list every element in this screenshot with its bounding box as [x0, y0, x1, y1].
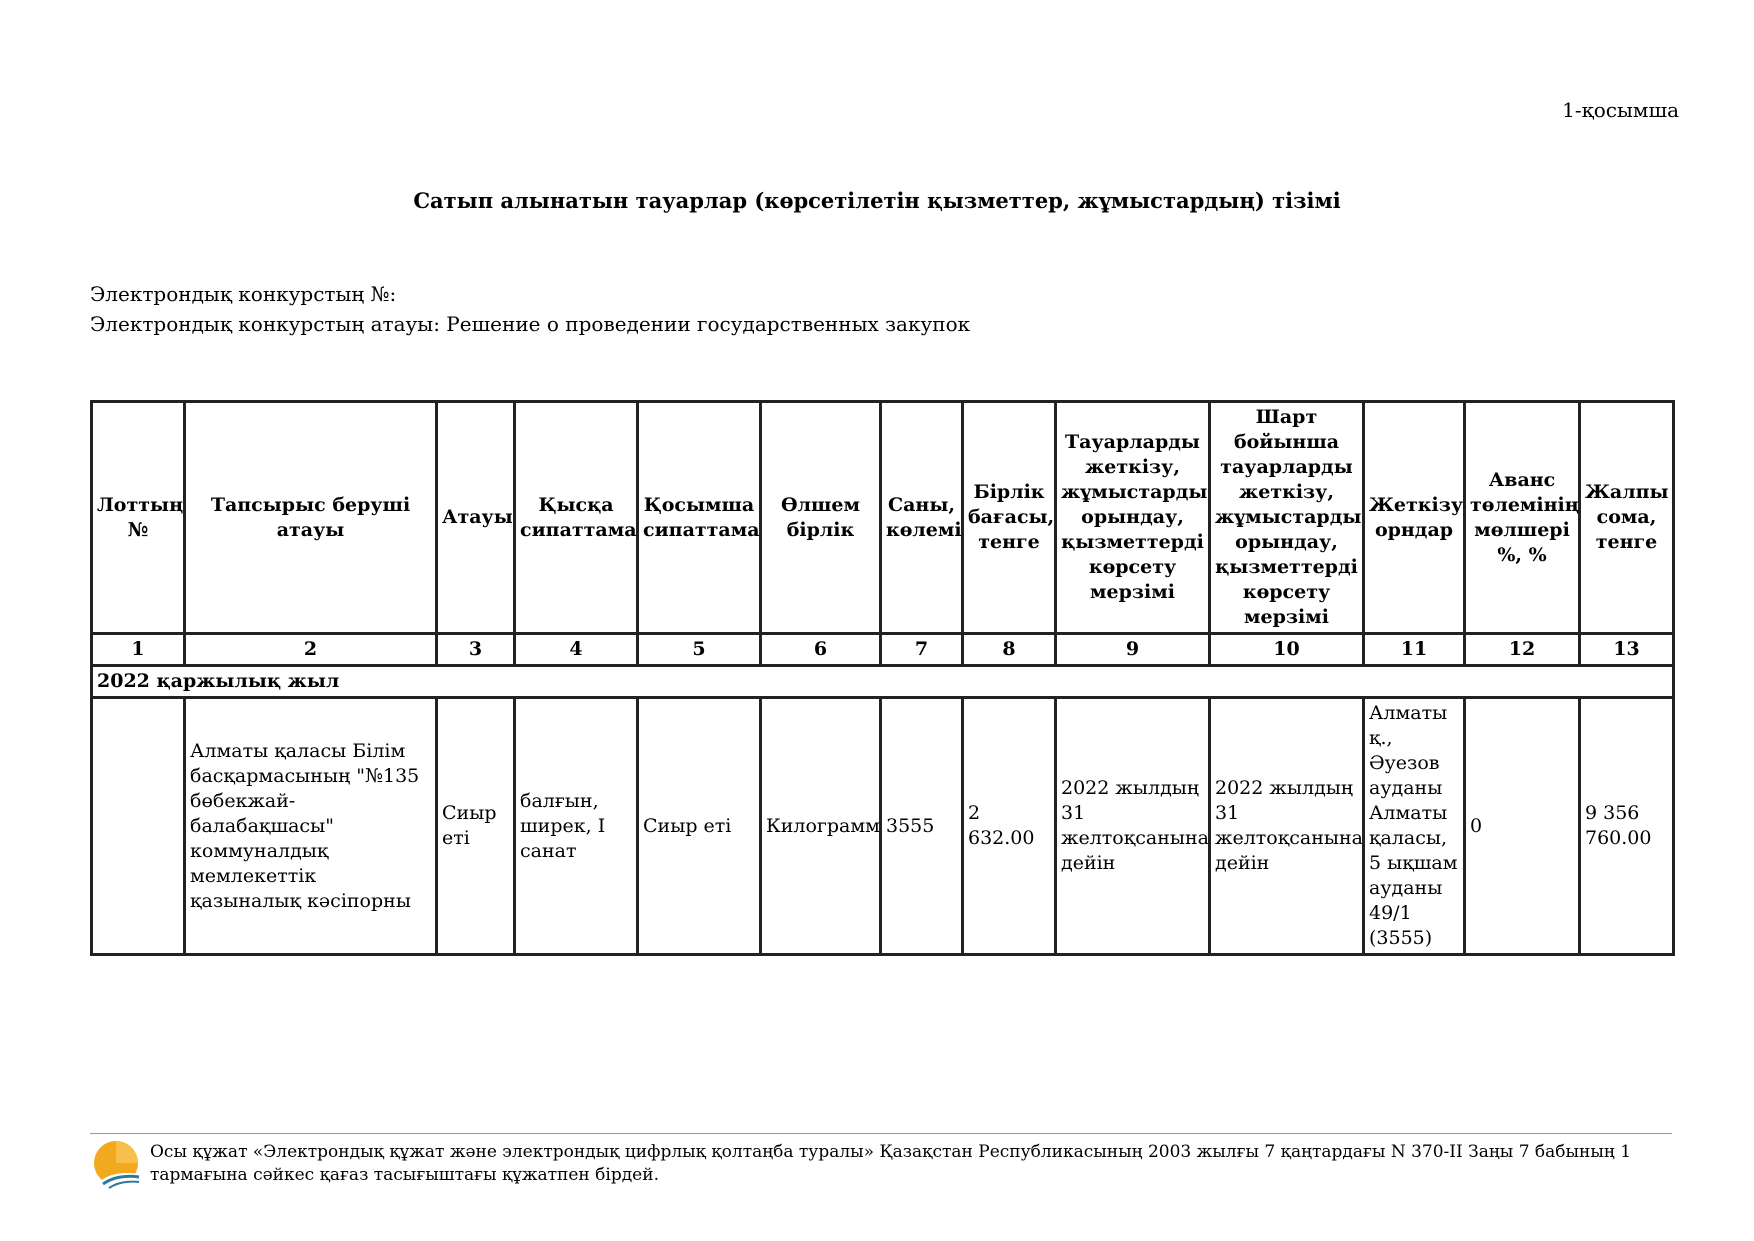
column-number-cell: 4: [515, 634, 638, 666]
header-cell: Қосымша сипаттама: [638, 402, 761, 634]
header-cell: Қысқа сипаттама: [515, 402, 638, 634]
unit-price-cell: 2 632.00: [963, 698, 1056, 955]
contest-name: Электрондық конкурстың атауы: Решение о проведении государственных закупок: [90, 312, 971, 336]
column-number-cell: 10: [1210, 634, 1364, 666]
column-number-cell: 8: [963, 634, 1056, 666]
annex-label: 1-қосымша: [1562, 98, 1679, 122]
header-cell: Жеткізу орндар: [1364, 402, 1465, 634]
lot-number-cell: [92, 698, 185, 955]
advance-cell: 0: [1465, 698, 1580, 955]
contract-term-cell: 2022 жылдың 31 желтоқсанына дейін: [1210, 698, 1364, 955]
column-number-cell: 2: [185, 634, 437, 666]
header-cell: Бірлік бағасы, тенге: [963, 402, 1056, 634]
header-cell: Атауы: [437, 402, 515, 634]
fiscal-year-row: [92, 666, 1674, 698]
header-cell: Жалпы сома, тенге: [1580, 402, 1674, 634]
fiscal-year-label: 2022 қаржылық жыл: [92, 666, 1674, 698]
quantity-cell: 3555: [881, 698, 963, 955]
column-number-cell: 12: [1465, 634, 1580, 666]
document-title: Сатып алынатын тауарлар (көрсетілетін қызметтер, жұмыстардың) тізімі: [413, 188, 1341, 213]
header-cell: Өлшем бірлік: [761, 402, 881, 634]
column-number-cell: 3: [437, 634, 515, 666]
customer-cell: Алматы қаласы Білім басқармасының "№135 бөбекжай-балабақшасы" коммуналдық мемлекеттік қазыналық кәсіпорны: [185, 698, 437, 955]
column-number-cell: 7: [881, 634, 963, 666]
column-number-cell: 6: [761, 634, 881, 666]
contest-number: Электрондық конкурстың №:: [90, 282, 397, 306]
item-name-cell: Сиыр еті: [437, 698, 515, 955]
delivery-place-cell: Алматы қ., Әуезов ауданы Алматы қаласы, 5 ықшам ауданы 49/1 (3555): [1364, 698, 1465, 955]
short-description-cell: балғын, ширек, I санат: [515, 698, 638, 955]
header-cell: Лоттың №: [92, 402, 185, 634]
column-number-cell: 5: [638, 634, 761, 666]
header-cell: Аванс төлемінің мөлшері %, %: [1465, 402, 1580, 634]
column-number-cell: 11: [1364, 634, 1465, 666]
column-number-row: [92, 634, 1674, 666]
column-number-cell: 13: [1580, 634, 1674, 666]
lots-table: [90, 400, 1675, 956]
header-cell: Тауарларды жеткізу, жұмыстарды орындау, қызметтерді көрсету мерзімі: [1056, 402, 1210, 634]
egov-sun-logo-icon: [93, 1140, 143, 1190]
column-number-cell: 1: [92, 634, 185, 666]
header-cell: Саны, көлемі: [881, 402, 963, 634]
unit-cell: Килограмм: [761, 698, 881, 955]
header-cell: Шарт бойынша тауарларды жеткізу, жұмыстарды орындау, қызметтерді көрсету мерзімі: [1210, 402, 1364, 634]
delivery-term-cell: 2022 жылдың 31 желтоқсанына дейін: [1056, 698, 1210, 955]
column-number-cell: 9: [1056, 634, 1210, 666]
extra-description-cell: Сиыр еті: [638, 698, 761, 955]
table-row: [92, 698, 1674, 955]
total-cell: 9 356 760.00: [1580, 698, 1674, 955]
footer-divider: [90, 1133, 1672, 1134]
footer-legal-note: Осы құжат «Электрондық құжат және электрондық цифрлық қолтаңба туралы» Қазақстан Республикасының 2003 жылғы 7 қаңтардағы N 370-II Заңы 7 бабының 1 тармағына сәйкес қағаз тасығыштағы құжатпен бірдей.: [150, 1142, 1632, 1185]
table-header-row: [92, 402, 1674, 634]
header-cell: Тапсырыс беруші атауы: [185, 402, 437, 634]
